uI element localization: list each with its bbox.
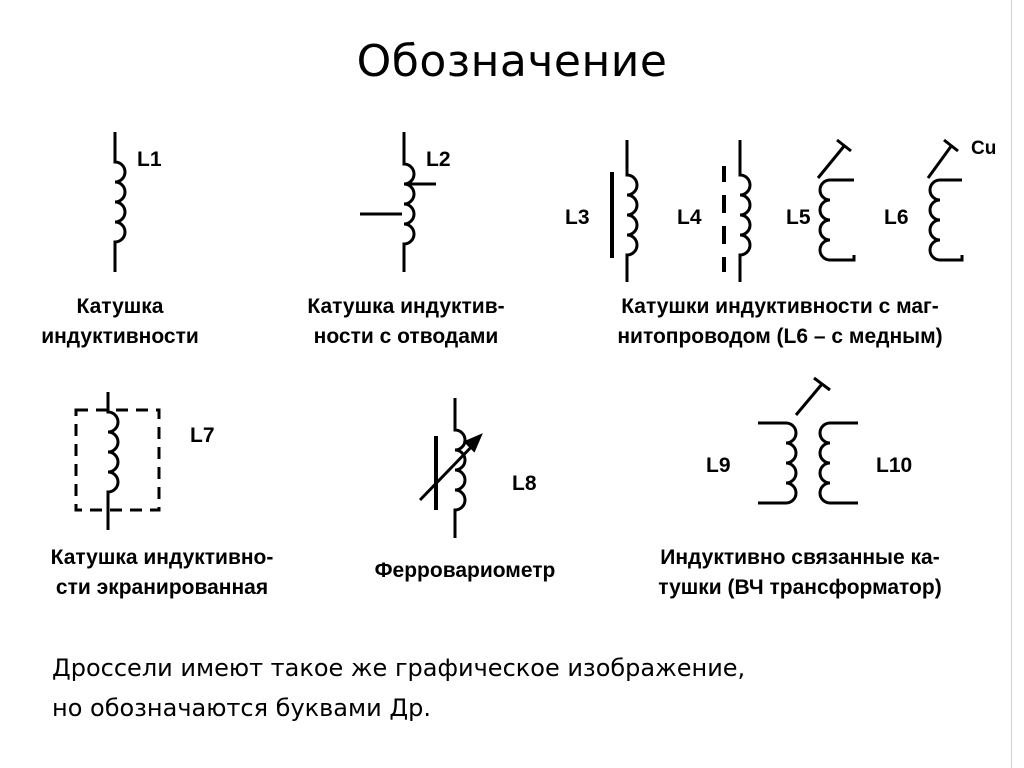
caption-line: Катушки индуктивности с маг- <box>621 295 939 318</box>
label-cu: Cu <box>971 138 997 159</box>
label-l1: L1 <box>137 148 162 171</box>
caption-shielded-inductor <box>12 543 312 603</box>
coupling-adjust-arrow <box>796 378 830 415</box>
note-line: Дроссели имеют такое же графическое изображение, <box>52 654 746 682</box>
caption-line: индуктивности <box>41 325 199 348</box>
caption-line: Индуктивно связанные ка- <box>660 546 940 569</box>
choke-note <box>52 648 745 728</box>
label-l5: L5 <box>786 206 811 229</box>
caption-line: нитопроводом (L6 – с медным) <box>617 325 943 348</box>
label-l10: L10 <box>876 454 913 477</box>
caption-line: сти экранированная <box>55 576 269 599</box>
caption-line: Катушка индуктив- <box>307 295 505 318</box>
inductor-symbol-l1 <box>115 132 125 272</box>
note-line: но обозначаются буквами Др. <box>52 694 431 722</box>
inductor-symbol-l5 <box>818 140 854 260</box>
label-l8: L8 <box>512 472 537 495</box>
label-l9: L9 <box>706 454 731 477</box>
inductor-symbol-l7 <box>76 392 159 530</box>
caption-coupled-coils <box>600 543 1000 603</box>
label-l7: L7 <box>190 424 215 447</box>
inductor-symbol-l9 <box>758 423 796 503</box>
caption-line: Катушка индуктивно- <box>50 546 274 569</box>
inductor-symbol-l8 <box>420 398 480 538</box>
variable-arrow <box>420 440 478 500</box>
inductor-symbol-l6 <box>928 140 962 260</box>
caption-line: Ферровариометр <box>374 559 556 582</box>
inductor-symbol-l10 <box>820 423 858 503</box>
label-l2: L2 <box>426 148 451 171</box>
caption-line: Катушка <box>76 295 164 318</box>
adjust-arrow <box>928 145 952 178</box>
inductor-symbol-l4 <box>724 140 750 282</box>
adjust-arrow <box>818 145 845 178</box>
label-l3: L3 <box>565 206 590 229</box>
caption-line: тушки (ВЧ трансформатор) <box>658 576 942 599</box>
caption-inductor <box>12 292 228 352</box>
caption-tapped-inductor <box>266 292 546 352</box>
label-l6: L6 <box>884 206 909 229</box>
caption-ferrovariometer <box>340 556 590 586</box>
caption-line: ности с отводами <box>313 325 499 348</box>
inductor-symbol-l3 <box>612 140 637 282</box>
label-l4: L4 <box>677 206 702 229</box>
page-title: Обозначение <box>356 36 668 87</box>
inductor-symbol-l2 <box>360 132 436 272</box>
caption-cored-inductors <box>560 292 1000 352</box>
